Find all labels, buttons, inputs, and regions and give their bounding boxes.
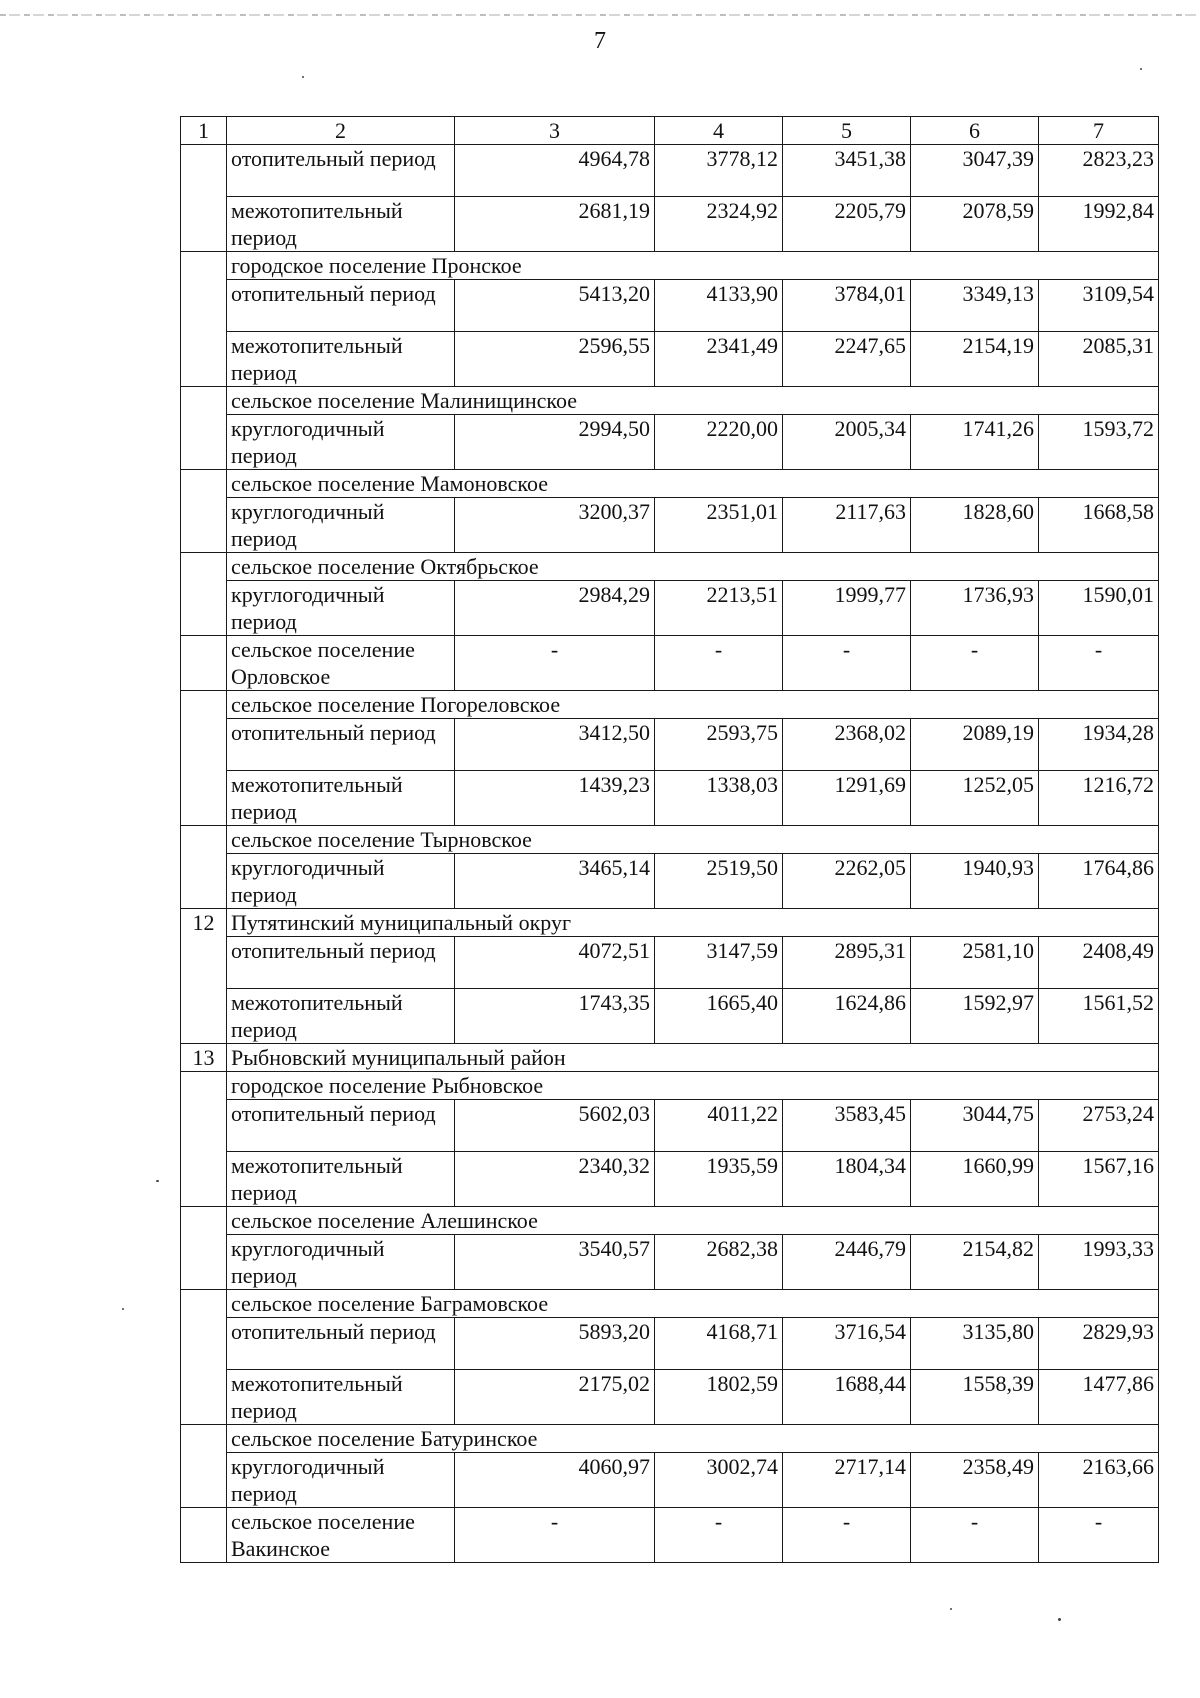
value-cell: 1802,59: [655, 1370, 783, 1425]
value-cell: 1993,33: [1039, 1235, 1159, 1290]
group-title-row: [181, 387, 1159, 415]
table-row: [181, 581, 1159, 636]
group-title: сельское поселение Малинищинское: [227, 387, 1159, 415]
row-label: круглогодичный период: [227, 581, 455, 636]
group-index: [181, 636, 227, 691]
group-index: [181, 387, 227, 470]
scan-speck: [1140, 68, 1142, 70]
value-cell: 2358,49: [911, 1453, 1039, 1508]
table-row: [181, 1453, 1159, 1508]
column-number-header: 1: [181, 117, 227, 145]
column-number-header-row: [181, 117, 1159, 145]
row-label: отопительный период: [227, 937, 455, 989]
group-index: [181, 1425, 227, 1508]
table-row: [181, 1508, 1159, 1563]
value-cell: 2117,63: [783, 498, 911, 553]
value-cell: 2717,14: [783, 1453, 911, 1508]
table-row: [181, 1235, 1159, 1290]
table-row: [181, 989, 1159, 1044]
column-number-header: 6: [911, 117, 1039, 145]
table-row: [181, 1100, 1159, 1152]
value-cell: 2446,79: [783, 1235, 911, 1290]
table-row: [181, 1318, 1159, 1370]
group-title: сельское поселение Мамоновское: [227, 470, 1159, 498]
value-cell: 1741,26: [911, 415, 1039, 470]
table-row: [181, 332, 1159, 387]
value-cell: 2154,82: [911, 1235, 1039, 1290]
value-cell: 1764,86: [1039, 854, 1159, 909]
value-cell: 1934,28: [1039, 719, 1159, 771]
tariff-table: [180, 116, 1159, 1563]
value-cell: 2984,29: [455, 581, 655, 636]
value-cell: 4964,78: [455, 145, 655, 197]
value-cell: 3465,14: [455, 854, 655, 909]
row-label: отопительный период: [227, 1100, 455, 1152]
table-row: [181, 771, 1159, 826]
group-index: 12: [181, 909, 227, 1044]
value-cell: 1940,93: [911, 854, 1039, 909]
row-label: межотопительный период: [227, 1152, 455, 1207]
row-label: круглогодичный период: [227, 854, 455, 909]
value-cell: 5602,03: [455, 1100, 655, 1152]
group-title: городское поселение Рыбновское: [227, 1072, 1159, 1100]
value-cell: 3047,39: [911, 145, 1039, 197]
value-cell: 1935,59: [655, 1152, 783, 1207]
value-cell: 3451,38: [783, 145, 911, 197]
group-index: [181, 1508, 227, 1563]
value-cell: 2682,38: [655, 1235, 783, 1290]
scan-speck: [950, 1608, 952, 1610]
group-index: [181, 145, 227, 252]
column-number-header: 2: [227, 117, 455, 145]
value-cell: 1252,05: [911, 771, 1039, 826]
table-row: [181, 1370, 1159, 1425]
value-cell: -: [1039, 1508, 1159, 1563]
group-index: [181, 691, 227, 826]
value-cell: 3349,13: [911, 280, 1039, 332]
value-cell: 3147,59: [655, 937, 783, 989]
value-cell: 2247,65: [783, 332, 911, 387]
row-label: отопительный период: [227, 145, 455, 197]
value-cell: -: [455, 636, 655, 691]
value-cell: 4060,97: [455, 1453, 655, 1508]
value-cell: 1558,39: [911, 1370, 1039, 1425]
value-cell: 1624,86: [783, 989, 911, 1044]
group-index: [181, 553, 227, 636]
value-cell: 1736,93: [911, 581, 1039, 636]
value-cell: 1828,60: [911, 498, 1039, 553]
group-title-row: [181, 1290, 1159, 1318]
value-cell: 1660,99: [911, 1152, 1039, 1207]
scan-speck: [1058, 1618, 1061, 1621]
group-title: сельское поселение Погореловское: [227, 691, 1159, 719]
row-label: межотопительный период: [227, 332, 455, 387]
value-cell: 1688,44: [783, 1370, 911, 1425]
value-cell: 1593,72: [1039, 415, 1159, 470]
value-cell: 3540,57: [455, 1235, 655, 1290]
value-cell: 2085,31: [1039, 332, 1159, 387]
value-cell: 1439,23: [455, 771, 655, 826]
scan-speck: [156, 1180, 159, 1182]
column-number-header: 4: [655, 117, 783, 145]
value-cell: 2324,92: [655, 197, 783, 252]
value-cell: -: [655, 636, 783, 691]
table-row: [181, 1152, 1159, 1207]
group-title: сельское поселение Алешинское: [227, 1207, 1159, 1235]
table-row: [181, 197, 1159, 252]
row-label: межотопительный период: [227, 197, 455, 252]
group-title-row: [181, 909, 1159, 937]
row-label: круглогодичный период: [227, 1235, 455, 1290]
value-cell: 2895,31: [783, 937, 911, 989]
value-cell: 2368,02: [783, 719, 911, 771]
value-cell: 2341,49: [655, 332, 783, 387]
scan-speck: [122, 1308, 124, 1310]
group-title: Рыбновский муниципальный район: [227, 1044, 1159, 1072]
value-cell: 5893,20: [455, 1318, 655, 1370]
value-cell: 2340,32: [455, 1152, 655, 1207]
value-cell: 1992,84: [1039, 197, 1159, 252]
group-title-row: [181, 252, 1159, 280]
value-cell: 1291,69: [783, 771, 911, 826]
group-title-row: [181, 1044, 1159, 1072]
value-cell: 3002,74: [655, 1453, 783, 1508]
table-row: [181, 498, 1159, 553]
value-cell: -: [783, 636, 911, 691]
row-label: круглогодичный период: [227, 498, 455, 553]
group-title-row: [181, 553, 1159, 581]
value-cell: 1592,97: [911, 989, 1039, 1044]
group-title: сельское поселение Октябрьское: [227, 553, 1159, 581]
value-cell: 1338,03: [655, 771, 783, 826]
value-cell: 2753,24: [1039, 1100, 1159, 1152]
group-index: [181, 1207, 227, 1290]
group-index: 13: [181, 1044, 227, 1072]
value-cell: 1999,77: [783, 581, 911, 636]
value-cell: 2408,49: [1039, 937, 1159, 989]
row-label: межотопительный период: [227, 1370, 455, 1425]
value-cell: 2205,79: [783, 197, 911, 252]
value-cell: 4133,90: [655, 280, 783, 332]
value-cell: 3200,37: [455, 498, 655, 553]
value-cell: 1561,52: [1039, 989, 1159, 1044]
group-index: [181, 1072, 227, 1207]
value-cell: 2681,19: [455, 197, 655, 252]
group-title-row: [181, 826, 1159, 854]
value-cell: 3044,75: [911, 1100, 1039, 1152]
value-cell: 3716,54: [783, 1318, 911, 1370]
value-cell: 2005,34: [783, 415, 911, 470]
table-row: [181, 280, 1159, 332]
value-cell: 2154,19: [911, 332, 1039, 387]
value-cell: 3583,45: [783, 1100, 911, 1152]
value-cell: 1590,01: [1039, 581, 1159, 636]
row-label: сельское поселение Орловское: [227, 636, 455, 691]
value-cell: 2581,10: [911, 937, 1039, 989]
value-cell: -: [911, 636, 1039, 691]
value-cell: 1567,16: [1039, 1152, 1159, 1207]
scan-speck: [302, 76, 304, 78]
value-cell: 1216,72: [1039, 771, 1159, 826]
table-row: [181, 854, 1159, 909]
value-cell: 2994,50: [455, 415, 655, 470]
table-row: [181, 145, 1159, 197]
value-cell: 1804,34: [783, 1152, 911, 1207]
value-cell: 2175,02: [455, 1370, 655, 1425]
value-cell: 3778,12: [655, 145, 783, 197]
row-label: сельское поселение Вакинское: [227, 1508, 455, 1563]
table-row: [181, 636, 1159, 691]
row-label: отопительный период: [227, 1318, 455, 1370]
row-label: круглогодичный период: [227, 1453, 455, 1508]
value-cell: 4011,22: [655, 1100, 783, 1152]
value-cell: 1743,35: [455, 989, 655, 1044]
group-index: [181, 826, 227, 909]
value-cell: 3135,80: [911, 1318, 1039, 1370]
table-row: [181, 937, 1159, 989]
column-number-header: 3: [455, 117, 655, 145]
value-cell: 2351,01: [655, 498, 783, 553]
value-cell: -: [1039, 636, 1159, 691]
page-number: 7: [594, 28, 606, 54]
value-cell: 2078,59: [911, 197, 1039, 252]
row-label: отопительный период: [227, 280, 455, 332]
value-cell: 2596,55: [455, 332, 655, 387]
value-cell: 4072,51: [455, 937, 655, 989]
value-cell: 3784,01: [783, 280, 911, 332]
value-cell: 2163,66: [1039, 1453, 1159, 1508]
row-label: межотопительный период: [227, 989, 455, 1044]
scan-top-edge: [0, 14, 1200, 16]
table-row: [181, 415, 1159, 470]
value-cell: 2519,50: [655, 854, 783, 909]
row-label: круглогодичный период: [227, 415, 455, 470]
group-title-row: [181, 691, 1159, 719]
column-number-header: 5: [783, 117, 911, 145]
group-index: [181, 252, 227, 387]
group-title: сельское поселение Баграмовское: [227, 1290, 1159, 1318]
value-cell: 1665,40: [655, 989, 783, 1044]
group-title-row: [181, 1425, 1159, 1453]
group-title-row: [181, 470, 1159, 498]
row-label: межотопительный период: [227, 771, 455, 826]
value-cell: 3412,50: [455, 719, 655, 771]
value-cell: 3109,54: [1039, 280, 1159, 332]
value-cell: 2213,51: [655, 581, 783, 636]
group-title: сельское поселение Батуринское: [227, 1425, 1159, 1453]
table-body: [181, 117, 1159, 1563]
value-cell: 4168,71: [655, 1318, 783, 1370]
group-title: Путятинский муниципальный округ: [227, 909, 1159, 937]
group-index: [181, 470, 227, 553]
value-cell: 2829,93: [1039, 1318, 1159, 1370]
table-row: [181, 719, 1159, 771]
value-cell: 2593,75: [655, 719, 783, 771]
group-index: [181, 1290, 227, 1425]
value-cell: -: [783, 1508, 911, 1563]
value-cell: 2262,05: [783, 854, 911, 909]
group-title-row: [181, 1207, 1159, 1235]
value-cell: -: [655, 1508, 783, 1563]
value-cell: -: [455, 1508, 655, 1563]
group-title-row: [181, 1072, 1159, 1100]
row-label: отопительный период: [227, 719, 455, 771]
group-title: городское поселение Пронское: [227, 252, 1159, 280]
group-title: сельское поселение Тырновское: [227, 826, 1159, 854]
value-cell: 2823,23: [1039, 145, 1159, 197]
value-cell: 1477,86: [1039, 1370, 1159, 1425]
value-cell: 5413,20: [455, 280, 655, 332]
value-cell: -: [911, 1508, 1039, 1563]
column-number-header: 7: [1039, 117, 1159, 145]
value-cell: 1668,58: [1039, 498, 1159, 553]
value-cell: 2089,19: [911, 719, 1039, 771]
value-cell: 2220,00: [655, 415, 783, 470]
